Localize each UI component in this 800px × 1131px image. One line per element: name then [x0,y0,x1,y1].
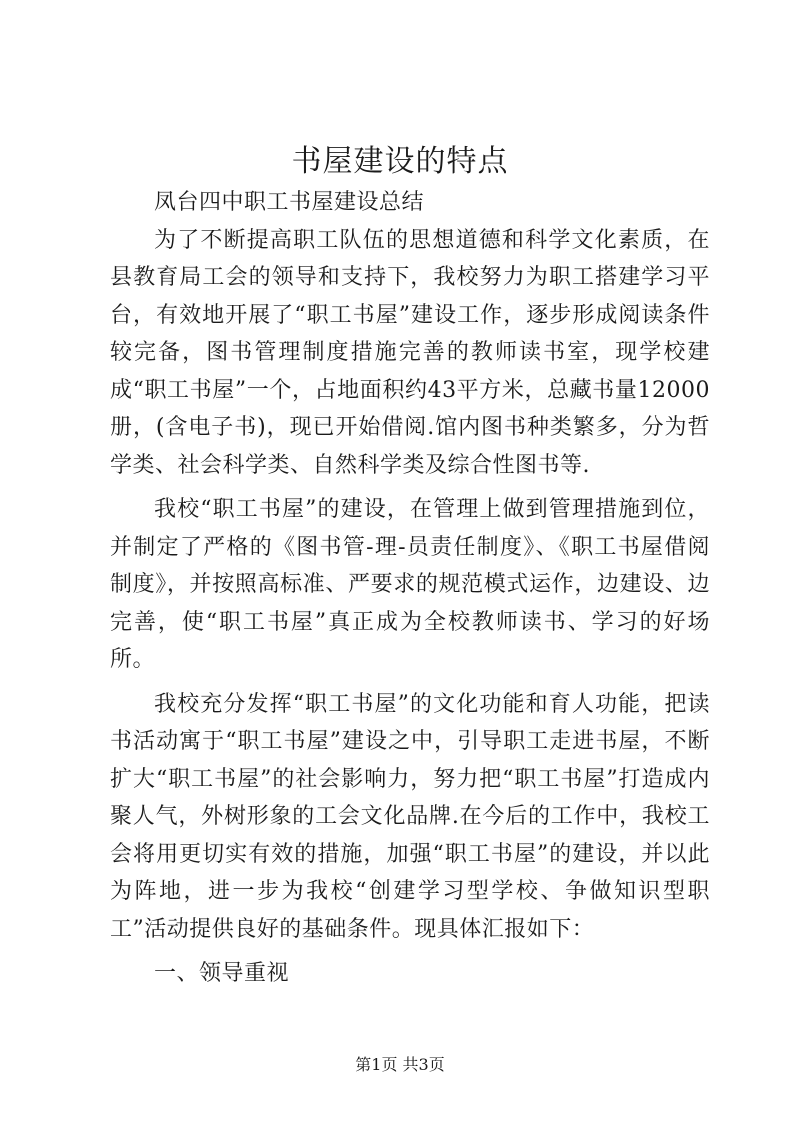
document-title: 书屋建设的特点 [291,144,509,179]
page-footer: 第1页 共3页 [355,1055,445,1074]
paragraph-intro: 为了不断提高职工队伍的思想道德和科学文化素质，在县教育局工会的领导和支持下，我校努力为职工搭建学习平台，有效地开展了“职工书屋”建设工作，逐步形成阅读条件较完备，图书管理制度措施完善的教师读书室，现学校建成“职工书屋”一个，占地面积约43平方米，总藏书量12000册，(含电子书)，现已开始借阅.馆内图书种类繁多，分为哲学类、社会科学类、自然科学类及综合性图书等. [110,227,710,478]
section-heading-leadership: 一、领导重视 [154,961,290,986]
document-body [110,184,710,993]
paragraph-culture: 我校充分发挥“职工书屋”的文化功能和育人功能，把读书活动寓于“职工书屋”建设之中，引导职工走进书屋，不断扩大“职工书屋”的社会影响力，努力把“职工书屋”打造成内聚人气，外树形象的工会文化品牌.在今后的工作中，我校工会将用更切实有效的措施，加强“职工书屋”的建设，并以此为阵地，进一步为我校“创建学习型学校、争做知识型职工”活动提供良好的基础条件。现具体汇报如下： [110,691,710,942]
document-subtitle: 凤台四中职工书屋建设总结 [154,190,425,215]
paragraph-management: 我校“职工书屋”的建设，在管理上做到管理措施到位，并制定了严格的《图书管-理-员责任制度》、《职工书屋借阅制度》，并按照高标准、严要求的规范模式运作，边建设、边完善，使“职工书屋”真正成为全校教师读书、学习的好场所。 [110,497,710,672]
